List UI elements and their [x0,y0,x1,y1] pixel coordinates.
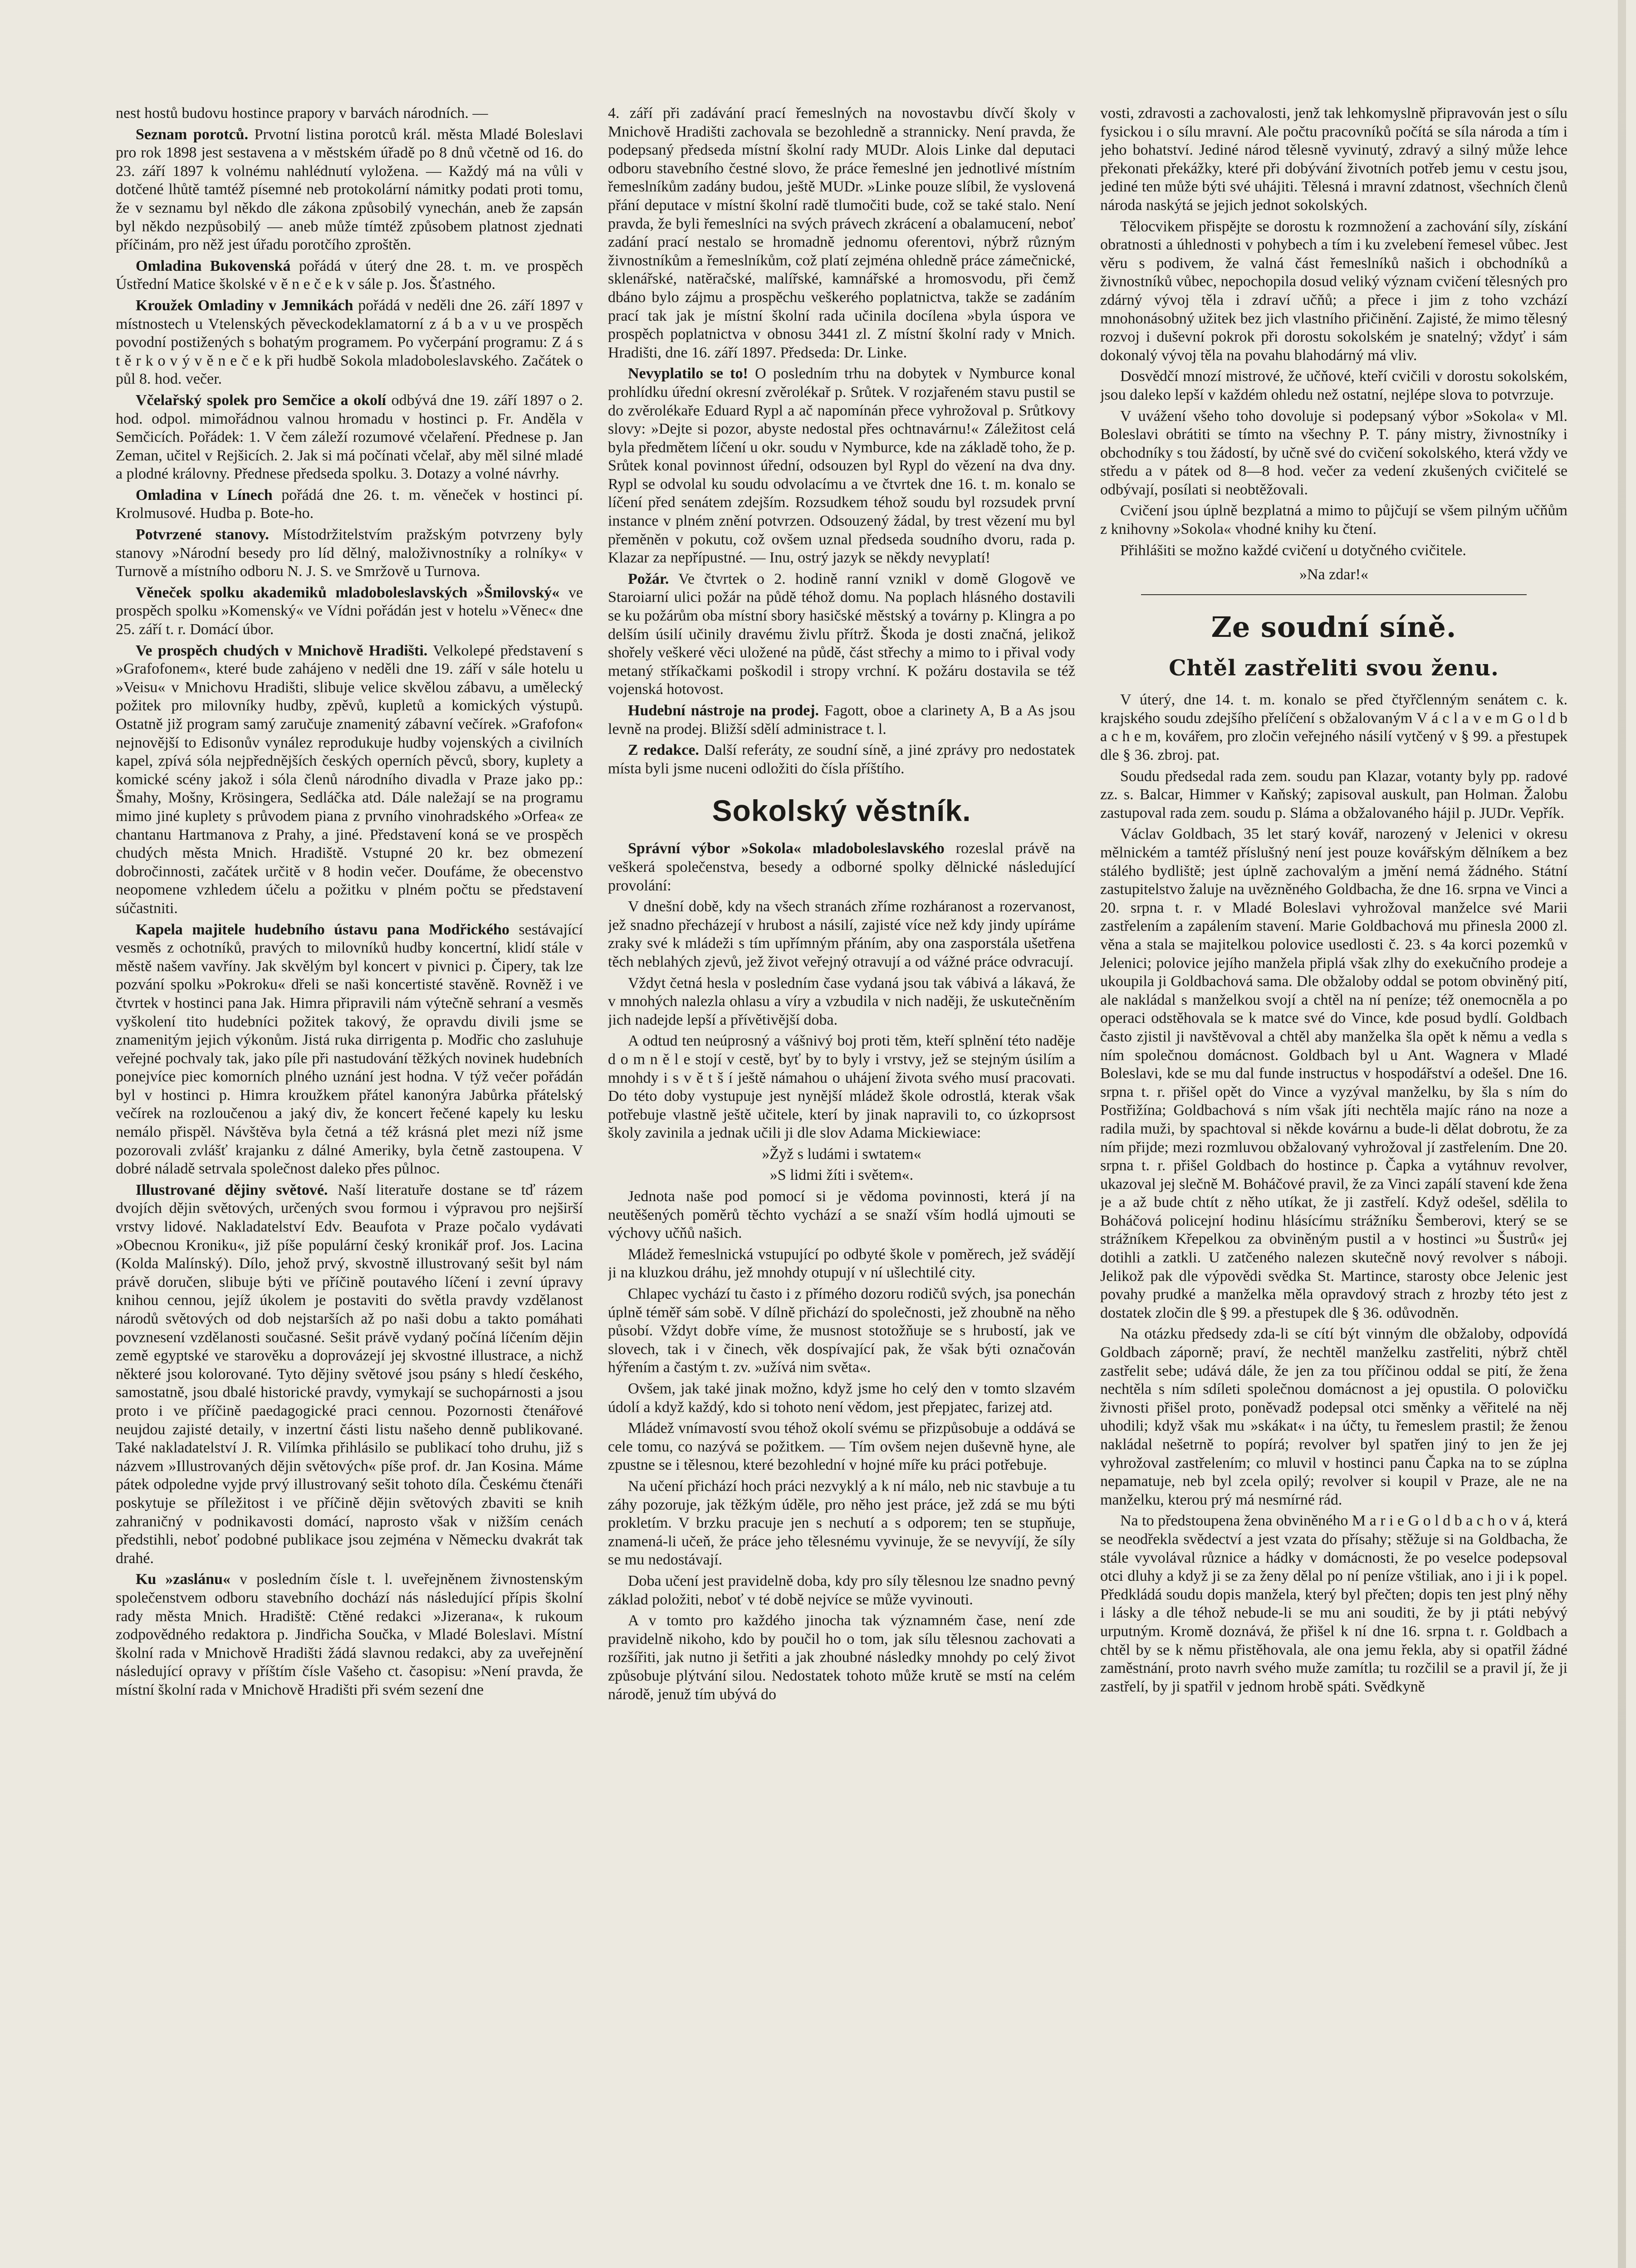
article-text: Cvičení jsou úplně bezplatná a mimo to půjčují se všem pilným učňům z knihovny »Sokola« vhodné knihy ku čtení. [1100,502,1567,538]
article-text: Mládež řemeslnická vstupující po odbyté škole v poměrech, jež svádějí ji na kluzkou dráhu, jež mnohdy otupují v ní ušlechtilé city. [608,1246,1075,1281]
article-text: »Žyž s ludámi i swtatem« [762,1145,921,1163]
article-heading: Věneček spolku akademiků mladoboleslavských »Šmilovský« [136,584,560,601]
article-paragraph [1100,104,1567,215]
article-paragraph [1100,1512,1567,1696]
article-paragraph [1100,367,1567,404]
article-heading: Ve prospěch chudých v Mnichově Hradišti. [136,642,428,659]
article-heading: Ku »zaslánu« [136,1571,231,1588]
article-text: Jednota naše pod pomocí si je vědoma povinnosti, která jí na neutěšených poměrů těchto vychází a se snaží vším hodlá ujmouti se výchovy učňů našich. [608,1188,1075,1242]
article-paragraph [1100,691,1567,764]
article-paragraph [608,898,1075,971]
article-paragraph [608,365,1075,567]
article-text: Ovšem, jak také jinak možno, když jsme ho celý den v tomto slzavém údolí a když každý, kdo si tohoto není vědom, jest přepjatec, farizej atd. [608,1380,1075,1416]
article-heading: Seznam porotců. [136,126,249,143]
article-paragraph [1100,542,1567,560]
article-text: V úterý, dne 14. t. m. konalo se před čtyřčlenným senátem c. k. krajského soudu zdejšího přelíčení s obžalovaným V á c l a v e m G o l d b a c h e m, kovářem, pro zločin veřejného násilí vytčený v § 99. a přestupek dle § 36. zbroj. pat. [1100,691,1567,764]
article-heading: Kapela majitele hudebního ústavu pana Modřického [136,921,509,938]
article-text: rozeslal právě na veškerá společenstva, besedy a odborné spolky dělnické následující provolání: [608,840,1075,894]
page-edge [1618,0,1626,2268]
article-paragraph [608,840,1075,895]
article-paragraph [608,1612,1075,1704]
article-text: Fagott, oboe a clarinety A, B a As jsou levně na prodej. Bližší sdělí administrace t. l. [608,702,1075,738]
article-heading: Potvrzené stanovy. [136,526,269,543]
newspaper-page [116,104,1595,2268]
section-divider [1141,594,1527,595]
article-text: ve prospěch spolku »Komenský« ve Vídni pořádán jest v hotelu »Věnec« dne 25. září t. r. Domácí úbor. [116,584,583,638]
column-3 [1100,104,1567,2268]
article-text: pořádá v neděli dne 26. září 1897 v místnostech u Vtelenských pěveckodeklamatorní z á b a v u ve prospěch povodní postižených s bohatým programem. Po vyčerpání programu: Z á s t ě r k o v ý v ě n e č e k při hudbě Sokola mladoboleslavského. Začátek o půl 8. hod. večer. [116,297,583,388]
column-2 [608,104,1075,2268]
article-text: Václav Goldbach, 35 let starý kovář, narozený v Jelenici v okresu mělnickém a tamtéž příslušný není jest pouze kovářským dělníkem a bez stálého bydliště; jest úplně zachovalým a jmění nemá žádného. Státní zastupitelstvo žaluje na uvězněného Goldbacha, že dne 16. srpna ve Vinci a 20. srpna t. r. v Mladé Boleslavi vyhrožoval manželce své Marii zastřelením a zapálením stavení. Marie Goldbachová mu přinesla 2000 zl. věna a stala se majitelkou polovice usedlosti č. 23. s 4a korci pozemků v Jelenici; polovice jejího manžela připlá však zlhy do exekučního prodeje a ukoupila ji Goldbachová sama. Dle obžaloby oddal se potom obviněný pití, ale nakládal s manželkou svojí a chtěl na ní peníze; též onemocněla a po operaci odstěhovala se k matce své do Vince, kde posud bydlí. Goldbach často zjistil ji navštěvoval a chtěl aby manželka šla opět k němu a vedla s ním společnou domácnost. Goldbach byl u Ant. Wagnera v Mladé Boleslavi, kde se mu dal funde instructus v hospodářství a odešel. Dne 16. srpna t. r. přišel opět do Vince a vyzýval manželku, by šla s ním do Postřižína; Goldbachová s ním však jíti nechtěla majíc ráno na noze a radila muži, by spachtoval si někde kovárnu a bude-li dělat dobrotu, že za ním přijde; mezi rozmluvou obžalovaný vyhrožoval jí zastřelením. Dne 20. srpna t. r. přišel Goldbach do hostince p. Čapka a vytáhnuv revolver, ukazoval jej slečně M. Boháčové pravil, že za Vinci zapálí stavení kde žena je a až bude chtít z něho utíkat, že ji zastřelí. Když odešel, sdělila to Boháčová policejní hodinu hlásícímu strážníku Šemberovi, který se se strážníkem Křepelkou za obviněným pustil a v hostinci »u Šustrů« jej dotihli a zatkli. U zatčeného nalezen skutečně nový revolver s náboji. Jelikož pak dle výpovědi svědka St. Martince, starosty obce Jelenic jest povahy prudké a manželka měla opravdový strach z hrozby této jest z dostatek zločin dle § 99. a přestupek dle § 36. odůvodněn. [1100,826,1567,1321]
article-paragraph [1100,825,1567,1322]
article-paragraph [1100,218,1567,365]
article-heading: Hudební nástroje na prodej. [628,702,819,719]
article-paragraph [608,974,1075,1030]
article-heading: Správní výbor »Sokola« mladoboleslavského [628,840,945,857]
article-text: Přihlášiti se možno každé cvičení u dotyčného cvičitele. [1120,542,1466,559]
section-title-sokol: Sokolský věstník. [712,794,971,828]
article-text: O posledním trhu na dobytek v Nymburce konal prohlídku úřední okresní zvěrolékař p. Srůtek. V rozjařeném stavu pustil se do zvěrolékaře Eduard Rypl a ač napomínán přece vyhrožoval p. Srůtkovy slovy: »Dejte si pozor, abyste nedostal přes ochtnavárnu!« Záležitost celá byla předmětem líčení u okr. soudu v Nymburce, kde na základě toho, že p. Srůtek konal povinnost úřední, odsouzen byl Rypl do vězení na dva dny. Rypl se odvolal ku soudu odvolacímu a ve čtvrtek dne 16. t. m. konalo se líčení před senátem zdejším. Rozsudkem téhož soudu byl rozsudek první instance v plném znění potvrzen. Odsouzený žádal, by trest vězení mu byl přeměněn v pokutu, což ovšem uznal předseda soudního dvoru, rada p. Klazar za nepřípustné. — Inu, ostrý jazyk se někdy nevyplatí! [608,365,1075,567]
article-text: Dosvědčí mnozí mistrové, že učňové, kteří cvičili v dorostu sokolském, jsou daleko lepší v každém ohledu než ostatní, nejlépe slova to potvrzuje. [1100,368,1567,403]
article-text: Vždyt četná hesla v posledním čase vydaná jsou tak vábivá a lákavá, že v mnohých nalezla ohlasu a víry a vzbudila v nich naději, že uskutečněním jich nadejde lepší a přívětivější doba. [608,974,1075,1028]
article-text: »S lidmi žíti i světem«. [769,1167,914,1184]
article-text: Místodržitelstvím pražským potvrzeny byly stanovy »Národní besedy pro líd dělný, maloživnostníky a rolníky« v Turnově a místního odboru N. J. S. ve Smržově u Turnova. [116,526,583,580]
article-text: pořádá dne 26. t. m. věneček v hostinci pí. Krolmusové. Hudba p. Bote-ho. [116,486,583,522]
article-text: Další referáty, ze soudní síně, a jiné zprávy pro nedostatek místa byli jsme nuceni odložiti do čísla příštího. [608,742,1075,777]
article-text: Doba učení jest pravidelně doba, kdy pro síly tělesnou lze snadno pevný základ položiti, neboť v té době nejvíce se může vyvinouti. [608,1572,1075,1608]
article-text: V dnešní době, kdy na všech stranách zříme rozháranost a rozervanost, jež snadno přecházejí v hrubost a násilí, zajisté více než kdy jindy upíráme zraky své k mládeži s tím upřímným přáním, aby ona zasporstála ušetřena těch neblahých zjevů, jež život veřejný otravují a od vážné práce odvracují. [608,898,1075,970]
article-paragraph [116,297,583,389]
article-paragraph [608,104,1075,362]
article-heading: Omladina Bukovenská [136,257,291,274]
article-heading: Požár. [628,570,669,587]
article-paragraph [608,1188,1075,1243]
article-text: pořádá v úterý dne 28. t. m. ve prospěch Ústřední Matice školské v ě n e č e k v sále p. Jos. Šťastného. [116,257,583,293]
article-subtitle: Chtěl zastřeliti svou ženu. [1169,655,1499,681]
article-text: 4. září při zadávání prací řemeslných na novostavbu dívčí školy v Mnichově Hradišti zachovala se bezohledně a strannicky. Není pravda, že podepsaný předseda místní školní rady MUDr. Alois Linke dal deputaci odboru stavebního čestné slovo, že práce řemeslné jen jednotlivé místním řemeslníkům zadány budou, ještě MUDr. »Linke pouze slíbil, že vyslovená přání deputace v místní školní radě tlumočiti bude, což se také stalo. Není pravda, že byli řemeslníci na svých právech zkrácení a obalamucení, neboť zadání prací nestalo se hromadně jednomu oferentovi, nýbrž různým živnostníkům a řemeslníkům, což platí zejména ohledně práce zámečnické, sklenářské, natěračské, malířské, kamnářské a hromosvodu, při čemž dbáno bylo zájmu a prospěchu veškerého poplatnictva, takže se zadáním prací tak jak je místní školní rada učinila docílena »byla úspora ve prospěch poplatnictva v obnosu 3441 zl. Z místní školní rady v Mnich. Hradišti, dne 16. září 1897. Předseda: Dr. Linke. [608,105,1075,361]
article-paragraph [608,1572,1075,1609]
article-paragraph [116,921,583,1178]
article-text: Velkolepé představení s »Grafofonem«, které bude zahájeno v neděli dne 19. září v sále hotelu u »Veisu« v Mnichovu Hradišti, slibuje velice skvělou zábavu, a umělecký požitek pro milovníky hudby, zpěvů, kupletů a komických výstupů. Ostatně již program samý zaručuje znamenitý zábavní večírek. »Grafofon« nejnovější to Edisonův vynález reprodukuje hudby vojenských a civilních kapel, zpívá sóla nejpřednějších českých operních pěvců, sbory, kuplety a komické scény jakož i sóla členů národního divadla v Praze jako pp.: Šmahy, Mošny, Krösingera, Sedláčka atd. Dále naležají se na programu mimo jiné kuplety s průvodem piana z prvního vinohradského »Orfea« ze chantanu Hartmanova z Prahy, a jiné. Představení koná se ve prospěch chudých města Mnich. Hradiště. Vstupné 20 kr. bez obmezení dobročinnosti, začátek určitě v 8 hodin večer. Doufáme, že obecenstvo neopomene vzhledem účelu a požitku v plném počtu se představení súčastniti. [116,642,583,917]
article-text: Naší literatuře dostane se tď rázem dvojích dějin světových, určených svou formou i výpravou pro nejširší vrstvy lidové. Nakladatelství Edv. Beaufota v Praze počalo vydávati »Obecnou Kroniku«, již píše populární český kronikář prof. Jos. Lacina (Kolda Malínský). Dílo, jehož prvý, skvostně illustrovaný sešit byl nám právě doručen, slibuje býti ve příčině poutavého líčení i zevní úpravy knihou cennou, jejíž úkolem je postaviti do světla pravdy vzdělanost národů světových od dob nejstarších až po naši dobu a takto pomáhati povznesení vzdělanosti současné. Sešit právě vydaný počíná líčením dějin země egyptské ve starověku a doprovázejí jej skvostné illustrace, a nichž některé jsou kolorované. Tyto dějiny světové jsou psány s hledí českého, samostatně, jsou dbalé historické pravdy, vymykají se suchopárnosti a jsou proto i ve příčině paedagogické praci cennou. Pozornosti čtenářové neujdou zajisté detaily, v inzertní části listu našeho denně publikované. Také nakladatelství J. R. Vilímka přihlásilo se publikací toho druhu, již s názvem »Illustrovaných dějin světových« píše prof. dr. Jan Kosina. Máme pátek odpoledne vyjde prvý illustrovaný sešit tohoto díla. Českému čtenáři poskytuje se příležitost i ve příčině dějin světových zbaviti se knih zahraničný v podnikavosti domácí, naprosto však v nižším cenách předstihli, neboť podobné publikace jsou zejména v Německu dvakrát tak drahé. [116,1181,583,1567]
article-paragraph [608,1477,1075,1569]
article-paragraph [116,486,583,523]
article-text: sestávající vesměs z ochotníků, pravých to milovníků hudby koncertní, klidí stále v městě našem vavříny. Jak skvělým byl koncert v pivnici p. Čipery, tak lze pozvání spolku »Pokroku« dřeli se naši koncertisté stavěně. Rovněž i ve čtvrtek v hostinci pana Jak. Himra připravili nám výtečně sehraní a vesměs vyškolení tito hudebníci požitek takový, že opravdu divili jsme se znamenitým jejich výkonům. Jistá ruka dirrigenta p. Modřic cho zasluhuje veřejné pochvaly tak, jako píle při nastudování těžkých novinek hudebních ponejvíce piec komorních plného uznání jest hodna. V týž večer pořádán byl v hostinci p. Himra kroužkem přátel kanonýra Jabůrka přátelský večírek na rozloučenou a jaký div, že koncert řečené kapely ku lesku nemálo přispěl. Návštěva byla četná a též krásná plet mezi níž jsme pozorovali zvlášť krajanku z dálné Ameriky, byla četně zastoupena. V dobré náladě setrvala společnost daleko přes půlnoc. [116,921,583,1178]
article-paragraph [608,1032,1075,1143]
article-paragraph [116,1570,583,1699]
article-paragraph [116,526,583,581]
article-text: vosti, zdravosti a zachovalosti, jenž tak lehkomyslně připravován jest o sílu fysickou i o sílu mravní. Ale počtu pracovníků počítá se síla národa a tím i jeho bohatství. Jediné národ tělesně vyvinutý, zdravý a silný může lehce překonati překážky, které při dobývání životních potřeb jemu v cestu jsou, jediné ten může býti své uhájiti. Tělesná i mravní zdatnost, všechních členů národa naskýtá se jejich jednot sokolských. [1100,105,1567,214]
article-paragraph [116,391,583,484]
article-text: nest hostů budovu hostince prapory v barvách národních. — [116,105,488,122]
article-text: Soudu předsedal rada zem. soudu pan Klazar, votanty byly pp. radové zz. s. Balcar, Himmer v Kaňský; zapisoval auskult, pan Holman. Žalobu zastupoval rada zem. soudu p. Sláma a obžalovaného hájil p. JUDr. Vepřík. [1100,767,1567,821]
article-text: A odtud ten neúprosný a vášnivý boj proti těm, kteří splnění této naděje d o m n ě l e stojí v cestě, byť by to byly i vrstvy, jež se stejným úsilím a mnohdy i s v ě t š í ještě námahou o uhájení života svého musí pracovati. Do této doby vystupuje jest nynější mládež škole odrostlá, kterak však potřebuje vlastně ještě učitele, kterí by jinak napravili to, co úzkoprsost školy zavinila a jednak učili ji dle slov Adama Mickiewiace: [608,1032,1075,1142]
article-heading: Illustrované dějiny světové. [136,1181,328,1198]
article-paragraph [608,1419,1075,1475]
article-paragraph [116,257,583,294]
article-paragraph [1100,502,1567,538]
article-paragraph [608,1246,1075,1282]
article-heading: Včelařský spolek pro Semčice a okolí [136,391,386,409]
article-paragraph [116,104,583,123]
article-paragraph [608,1145,1075,1164]
article-paragraph [1100,407,1567,499]
article-heading: Z redakce. [628,742,699,759]
article-text: Tělocvikem přispějte se dorostu k rozmnožení a zachování síly, získání obratnosti a úhlednosti v pohybech a tím i ku zvelebení řemesel vůbec. Jest věru s podivem, že valná část řemeslníků našich i obchodníků a živnostníků vůbec, nepochopila dosud veliký význam cvičení tělesných pro zdárný vývoj těla i zdraví učňů; a přece i jim z toho vzchází mnohonásobný užitek bez jich vlastního přičinění. Zajisté, že mimo tělesný rozvoj i duševní pokrok při dorostu sokolském je snatelný; vždyť i sám dokonalý vývoj těla na povahu blahodárný má vliv. [1100,218,1567,364]
article-text: Ve čtvrtek o 2. hodině ranní vznikl v domě Glogově ve Staroiarní ulici požár na půdě téhož domu. Na poplach hlásného dostavili se ku požárům oba místní sbory hasičské městský a továrny p. Klingra a po delším úsilí učinily dravému živlu přítrž. Škoda je dosti značná, jelikož shořely veškeré věci uložené na půdě, část střechy a mimo to i přival vody metaný stříkačkami poškodil i stropy vrchní. K požáru dostavila se též vojenská hotovost. [608,570,1075,698]
article-text: Mládež vnímavostí svou téhož okolí svému se přizpůsobuje a oddává se cele tomu, co nazývá se požitkem. — Tím ovšem nejen duševně hyne, ale zpustne se i tělesnou, které bezohlední v hojné míře ku práci potřebuje. [608,1420,1075,1474]
article-paragraph [116,126,583,254]
article-text: v posledním čísle t. l. uveřejněnem živnostenským společenstvem odboru stavebního dochází nás následující přípis školní rady města Mnich. Hradiště: Ctěné redakci »Jizerana«, k rukoum zodpovědného redaktora p. Jindřicha Součka, v Mladé Boleslavi. Místní školní rada v Mnichově Hradišti žádá slavnou redakci, aby za uveřejnění následující opravy v příštím čísle Vašeho ct. časopisu: »Není pravda, že místní školní rada v Mnichově Hradišti při svém sezení dne [116,1571,583,1698]
article-text: Na to předstoupena žena obviněného M a r i e G o l d b a c h o v á, která se neodřekla svědectví a jest vzata do přísahy; stěžuje si na Goldbacha, že stále vyvolával různice a hádky v domácnosti, že po veselce podepsoval otci dluhy a když ji se za ženy dělal po ní peníze vštiliak, ano i ji i k popel. Předkládá soudu dopis manžela, který byl přečten; dopis ten jest plný něhy i lásky a dle téhož nebude-li se mu ani souditi, že by ji ptáti nebývý urputným. Kromě doznává, že přišel k ní dne 16. srpna t. r. Goldbach a chtěl by se k němu přistěhovala, ale ona jemu řekla, aby si opatřil žádné zaměstnání, proto navrh svého muže zamítla; tu rozčilil se a pravil jí, že ji zastřelí, by ji spatřil v jednom hrobě spáti. Svědkyně [1100,1512,1567,1695]
article-text: odbývá dne 19. září 1897 o 2. hod. odpol. mimořádnou valnou hromadu v hostinci p. Fr. Anděla v Semčicích. Pořádek: 1. V čem záleží rozumové včelaření. Přednese p. Jan Zeman, učitel v Rejšicích. 2. Jak si má počínati včelař, aby měl silné mladé a plodné královny. Přednese předseda spolku. 3. Dotazy a volné návrhy. [116,391,583,483]
article-text: Na otázku předsedy zda-li se cítí být vinným dle obžaloby, odpovídá Goldbach záporně; praví, že nechtěl manželku zastřeliti, nýbrž chtěl zastřelit sebe; udává dále, že jen za tou příčinou oddal se pití, že žena nechtěla s ním sdíleti společnou domácnost a jej opustila. O polovičku živnosti přišel proto, poněvadž podepsal otci směnky a věřitelé na něj uhodili; když však mu »skákat« i na účty, tu řemeslem prastil; že ženou nakládal nešetrně to popírá; revolver byl spatřen jiný to jen že jej vyhrožoval zastřelením; co mluvil v hostinci panu Čapka na to se zúplna nepamatuje, neb byl zcela opilý; revolver si koupil v Praze, ale ne na manželku, kterou prý má nesmírné rád. [1100,1325,1567,1508]
signoff: »Na zdar!« [1299,566,1368,583]
article-text: A v tomto pro každého jinocha tak významném čase, není zde pravidelně nikoho, kdo by poučil ho o tom, jak sílu tělesnou zachovati a rozšířiti, jak nutno ji šetřiti a jak zhoubné následky mnohdy po celý život způsobuje plýtvání silou. Nedostatek tohoto může krutě se mstí na celém národě, jenuž tím ubývá do [608,1612,1075,1703]
article-paragraph [608,1166,1075,1185]
column-1 [116,104,583,2268]
article-heading: Omladina v Línech [136,486,273,503]
article-heading: Nevyplatilo se to! [628,365,748,382]
article-text: Na učení přichází hoch práci nezvyklý a k ní málo, neb nic stavbuje a tu záhy pozoruje, jak těžkým úděle, pro něho jest práce, jež zdá se mu býti prokletím. V brzku pracuje jen s nechutí a s odporem; ten se stupňuje, znamená-li učeň, že práce jeho tělesnému vyvinuje, že se nevyvíjí, že síly se mu nedostávají. [608,1477,1075,1569]
article-paragraph [116,642,583,918]
article-text: V uvážení všeho toho dovoluje si podepsaný výbor »Sokola« v Ml. Boleslavi obrátiti se tímto na všechny P. T. pány mistry, živnostníky i obchodníky s tou žádostí, by učně své do cvičení sokolského, která vždy ve středu a v pátek od 8—8 hod. večer za vedení zkušených cvičitelé se odbývají, posílati si neobtěžovali. [1100,407,1567,498]
article-paragraph [608,741,1075,778]
article-text: Prvotní listina porotců král. města Mladé Boleslavi pro rok 1898 jest sestavena a v městském úřadě po 8 dnů včetně od 16. do 23. září 1897 k volnému nahlédnutí vyložena. — Každý má na vůli v dotčené lhůtě tamtéž písemné neb protokolární námitky podati proti tomu, že v seznamu byl někdo dle zákona způsobilý vynechán, aneb že zapsán byl někdo nezpůsobilý — aneb může tímtéž způsobem platnost zjednati příčinám, pro něž jest úřadu porotčího zproštěn. [116,126,583,254]
article-paragraph [116,584,583,639]
article-paragraph [608,1285,1075,1377]
article-paragraph [1100,1325,1567,1509]
article-paragraph [1100,767,1567,823]
article-heading: Kroužek Omladiny v Jemnikách [136,297,353,314]
section-title-court: Ze soudní síně. [1211,611,1457,644]
article-paragraph [608,570,1075,699]
article-paragraph [608,1380,1075,1417]
article-paragraph [116,1181,583,1568]
article-paragraph [608,702,1075,738]
article-text: Chlapec vychází tu často i z přímého dozoru rodičů svých, jsa ponechán úplně téměř sám sobě. V dílně přichází do společnosti, jež zhoubně na něho působí. Vždyt dobře víme, že musnost stotožňuje se s hrubostí, jak ve slovech, tak i v činech, věk dospívající pak, že však býti označován hýřením a častým t. zv. »užívá nim světa«. [608,1286,1075,1376]
